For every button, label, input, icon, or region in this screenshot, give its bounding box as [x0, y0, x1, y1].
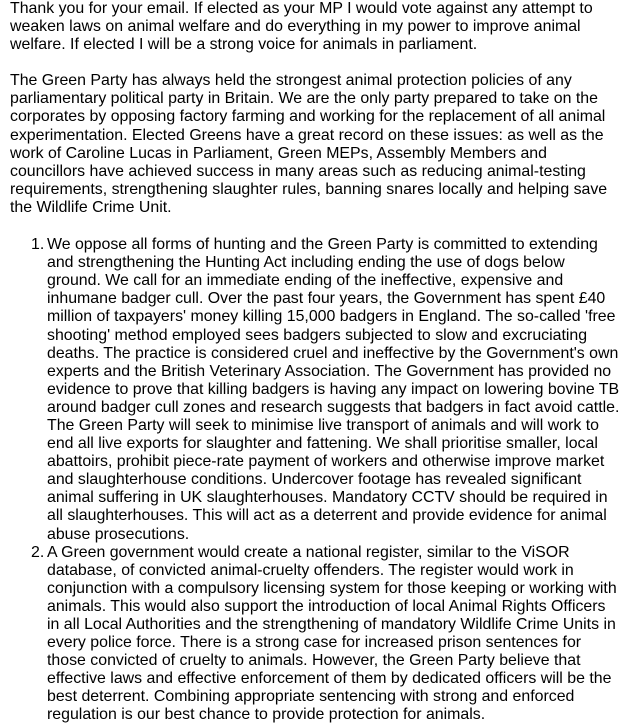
policy-paragraph: The Green Party has always held the strongest animal protection policies of any parliamentary political party in Britain. We are the only party prepared to take on the corporates by opposing factory farming and working for the replacement of all animal experimentation. Elected Greens have a great record on these issues: as well as the work of Caroline Lucas in Parliament, Green MEPs, Assembly Members and councillors have achieved success in many areas such as reducing animal-testing requirements, strengthening slaughter rules, banning snares locally and helping save the Wildlife Crime Unit.	[10, 72, 608, 216]
list-item-number: 2.	[31, 543, 45, 561]
list-item-text: We oppose all forms of hunting and the Green Party is committed to extending and strengthening the Hunting Act including ending the use of dogs below ground. We call for an immediate ending of the ineffective, expensive and inhumane badger cull. Over the past four years, the Government has spent £40 million of taxpayers' money killing 15,000 badgers in England. The so-called 'free shooting' method employed sees badgers subjected to slow and excruciating deaths. The practice is considered cruel and ineffective by the Government's own experts and the British Veterinary Association. The Government has provided no evidence to prove that killing badgers is having any impact on lowering bovine TB around badger cull zones and research suggests that badgers in fact avoid cattle. The Green Party will seek to minimise live transport of animals and will work to end all live exports for slaughter and fattening. We shall prioritise smaller, local abattoirs, prohibit piece-rate payment of workers and otherwise improve market and slaughterhouse conditions. Undercover footage has revealed significant animal suffering in UK slaughterhouses. Mandatory CCTV should be required in all slaughterhouses. This will act as a deterrent and provide evidence for animal abuse prosecutions.	[47, 236, 620, 543]
list-item	[10, 236, 622, 544]
email-body	[10, 0, 622, 725]
policy-list	[10, 236, 622, 725]
list-item	[10, 544, 622, 725]
intro-paragraph: Thank you for your email. If elected as your MP I would vote against any attempt to weaken laws on animal welfare and do everything in my power to improve animal welfare. If elected I will be a strong voice for animals in parliament.	[10, 0, 593, 54]
list-item-text: A Green government would create a national register, similar to the ViSOR database, of convicted animal-cruelty offenders. The register would work in conjunction with a compulsory licensing system for those keeping or working with animals. This would also support the introduction of local Animal Rights Officers in all Local Authorities and the strengthening of mandatory Wildlife Crime Units in every police force. There is a strong case for increased prison sentences for those convicted of cruelty to animals. However, the Green Party believe that effective laws and effective enforcement of them by dedicated officers will be the best deterrent. Combining appropriate sentencing with strong and enforced regulation is our best chance to provide protection for animals.	[47, 543, 617, 724]
list-item-number: 1.	[31, 236, 45, 254]
